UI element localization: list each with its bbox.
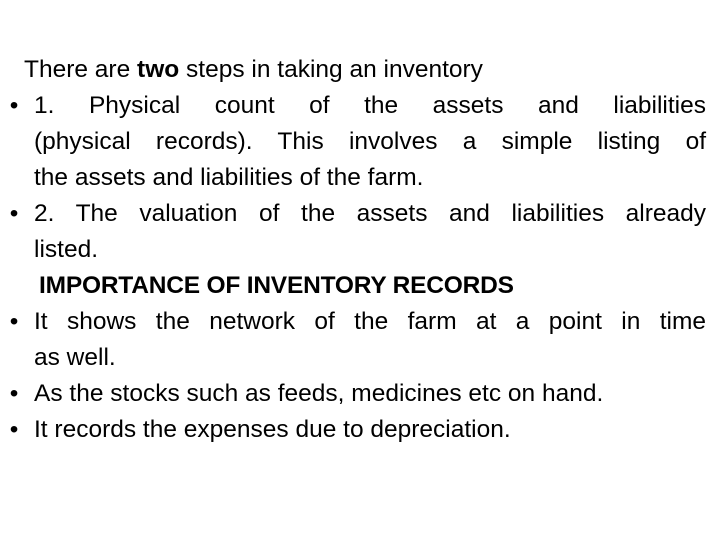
bullet-line: It shows the network of the farm at a point in time [34,308,706,335]
slide-body [9,52,706,448]
intro-text-bold: two [137,56,180,83]
bullet-line: listed. [34,236,99,263]
bullet-line: 1. Physical count of the assets and liabilities [34,92,706,119]
bullet-line: As the stocks such as feeds, medicines etc on hand. [34,380,604,407]
intro-text-pre: There are [24,56,138,83]
bullet-line: the assets and liabilities of the farm. [34,164,424,191]
bullet-icon: • [9,416,19,443]
bullet-item-valuation [9,196,706,268]
bullet-icon: • [9,308,19,335]
bullet-line: (physical records). This involves a simple listing of [34,128,706,155]
bullet-line: 2. The valuation of the assets and liabilities already [34,200,706,227]
intro-line [24,52,706,88]
bullet-line: as well. [34,344,116,371]
bullet-item-stocks [9,376,706,412]
bullet-icon: • [9,200,19,227]
intro-text-post: steps in taking an inventory [179,56,483,83]
bullet-item-depreciation [9,412,706,448]
bullet-icon: • [9,380,19,407]
bullet-line: It records the expenses due to depreciation. [34,416,511,443]
bullet-item-network [9,304,706,376]
bullet-icon: • [9,92,19,119]
bullet-item-physical-count [9,88,706,196]
section-heading: IMPORTANCE OF INVENTORY RECORDS [39,272,514,299]
